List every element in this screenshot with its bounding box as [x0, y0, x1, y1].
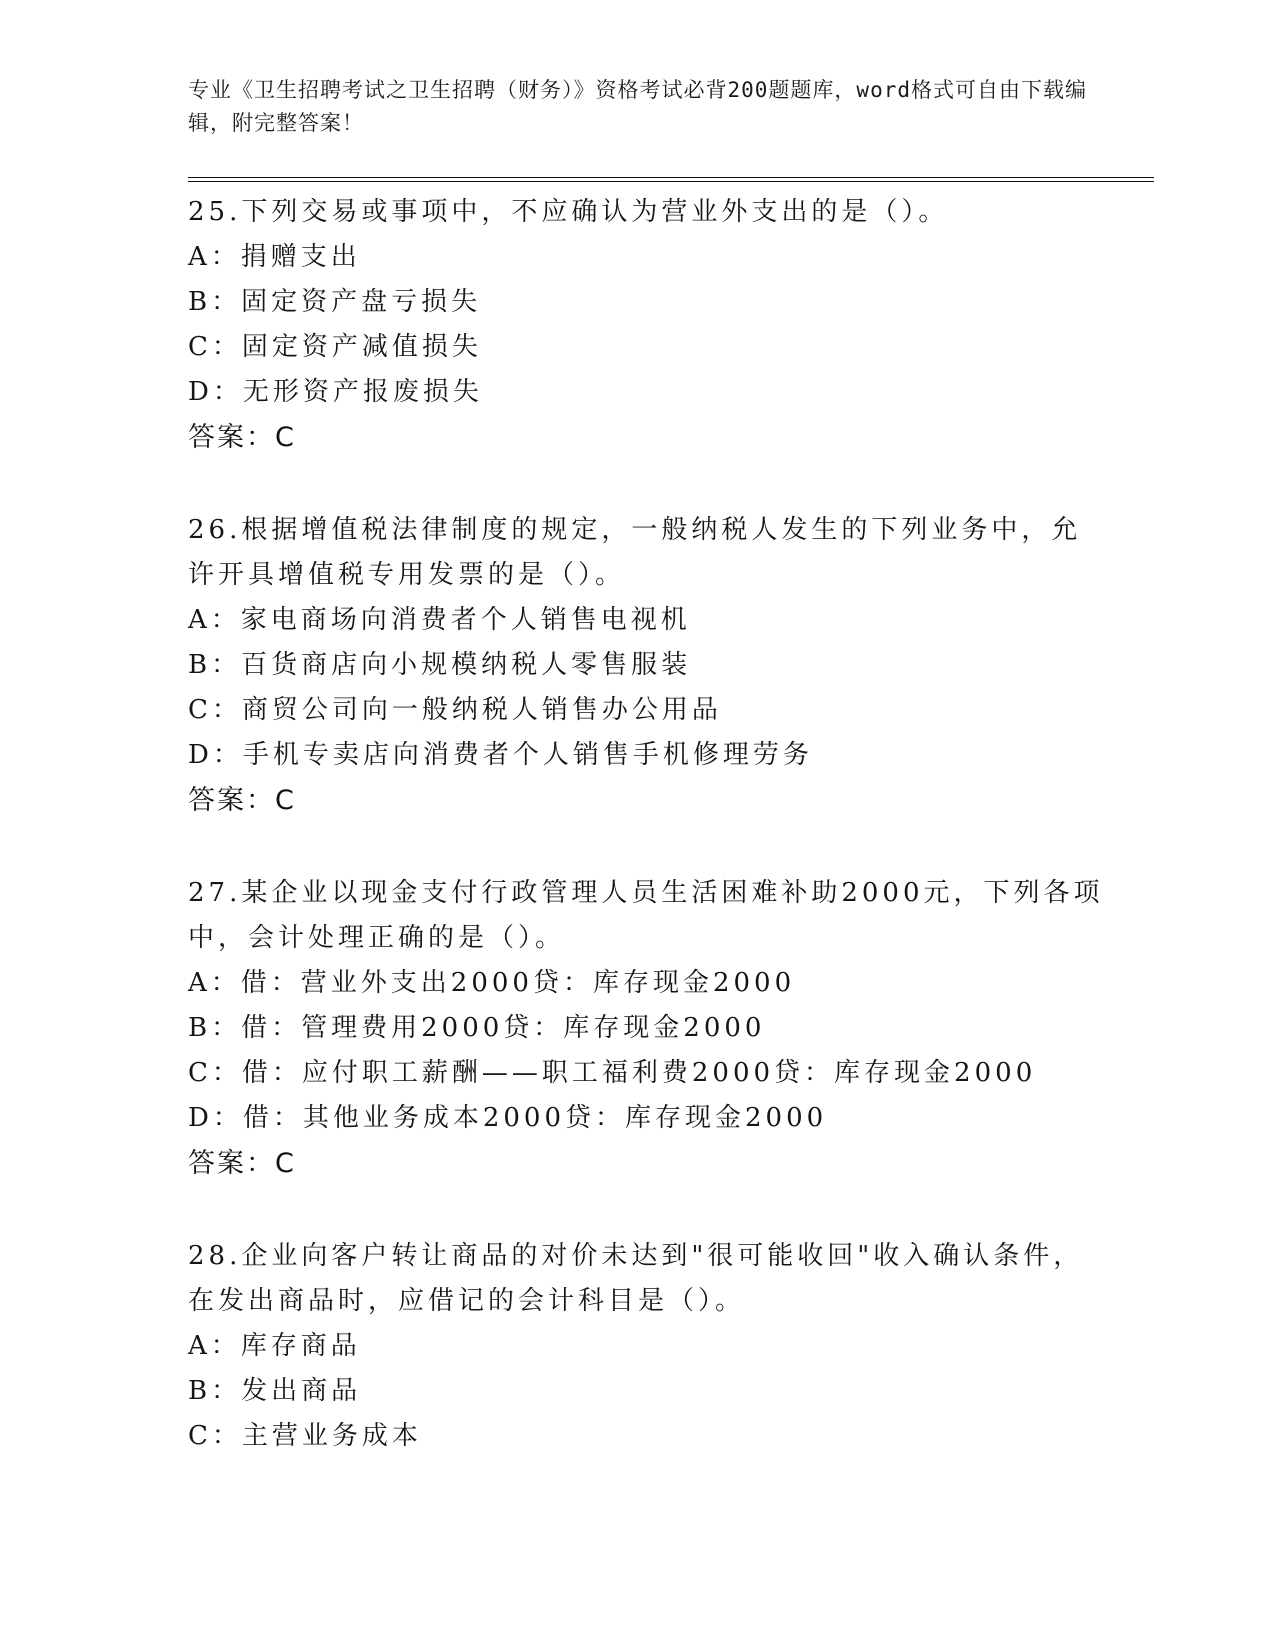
answer-line: 答案：C: [188, 422, 296, 453]
document-header: 专业《卫生招聘考试之卫生招聘（财务）》资格考试必背200题题库，word格式可自由下载编辑，附完整答案！: [188, 78, 1087, 135]
option-a: A：家电商场向消费者个人销售电视机: [188, 605, 691, 635]
answer-line: 答案：C: [188, 1148, 296, 1179]
question-28: [188, 1234, 1108, 1459]
option-c: C：主营业务成本: [188, 1421, 422, 1451]
option-d: D：手机专卖店向消费者个人销售手机修理劳务: [188, 740, 813, 770]
option-a: A：捐赠支出: [188, 242, 361, 272]
header-divider-top: [188, 177, 1154, 178]
question-text: 27.某企业以现金支付行政管理人员生活困难补助2000元，下列各项中，会计处理正确的是（）。: [188, 878, 1104, 953]
option-a: A：库存商品: [188, 1331, 361, 1361]
option-a: A：借：营业外支出2000贷：库存现金2000: [188, 968, 796, 998]
option-b: B：发出商品: [188, 1376, 362, 1406]
option-b: B：借：管理费用2000贷：库存现金2000: [188, 1013, 766, 1043]
option-b: B：固定资产盘亏损失: [188, 287, 482, 317]
question-26: [188, 508, 1108, 823]
header-divider-bottom: [188, 181, 1154, 182]
option-c: C：借：应付职工薪酬——职工福利费2000贷：库存现金2000: [188, 1058, 1037, 1088]
option-d: D：无形资产报废损失: [188, 377, 483, 407]
question-text: 26.根据增值税法律制度的规定，一般纳税人发生的下列业务中，允许开具增值税专用发票的是（）。: [188, 515, 1082, 590]
option-d: D：借：其他业务成本2000贷：库存现金2000: [188, 1103, 828, 1133]
question-list: [188, 190, 1108, 1507]
option-c: C：固定资产减值损失: [188, 332, 482, 362]
question-27: [188, 871, 1108, 1186]
question-25: [188, 190, 1108, 460]
question-text: 28.企业向客户转让商品的对价未达到"很可能收回"收入确认条件，在发出商品时，应借记的会计科目是（）。: [188, 1241, 1084, 1316]
answer-line: 答案：C: [188, 785, 296, 816]
question-text: 25.下列交易或事项中，不应确认为营业外支出的是（）。: [188, 197, 949, 227]
option-b: B：百货商店向小规模纳税人零售服装: [188, 650, 692, 680]
option-c: C：商贸公司向一般纳税人销售办公用品: [188, 695, 722, 725]
